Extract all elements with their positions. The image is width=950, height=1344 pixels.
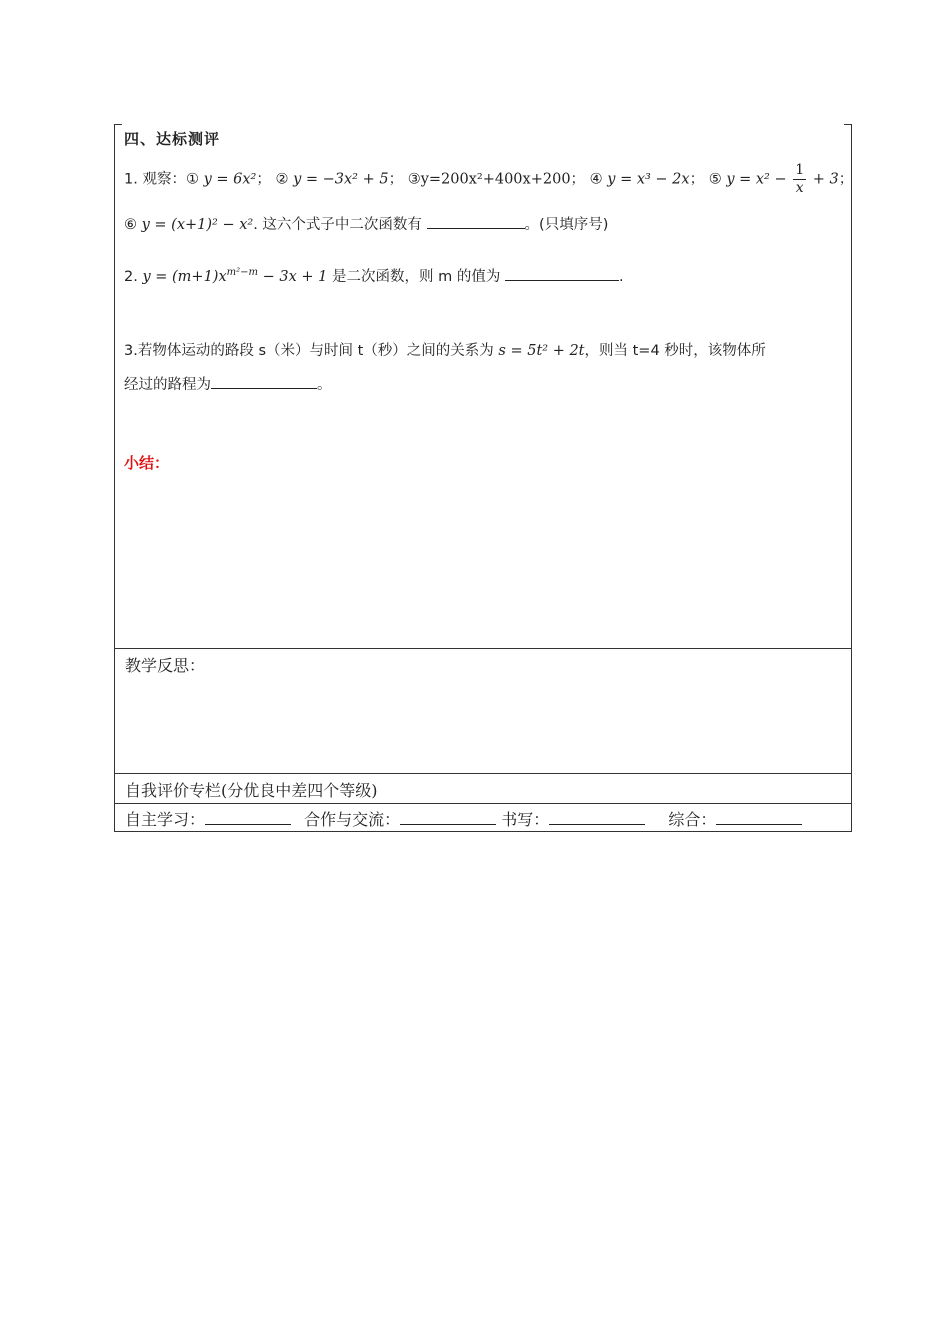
- question-3-line-2: [124, 374, 332, 396]
- expr-5-pre: y = x² −: [726, 171, 787, 188]
- fraction-numerator: 1: [795, 162, 805, 178]
- self-eval-header: [114, 774, 852, 804]
- separator: ；: [570, 171, 586, 188]
- section-title: 四、达标测评: [124, 130, 221, 148]
- answer-blank-3[interactable]: [211, 374, 317, 389]
- self-eval-blank-cooperation[interactable]: [400, 810, 496, 825]
- question-3-end: 。: [317, 377, 332, 393]
- expr-6: y = (x+1)² − x²: [141, 217, 254, 233]
- question-1-hint: 。(只填序号): [524, 217, 609, 233]
- fraction: [793, 162, 806, 197]
- expr-3: y=200x²+400x+200: [420, 171, 571, 188]
- separator: ；: [388, 171, 404, 188]
- answer-blank-2[interactable]: [505, 266, 619, 281]
- expr-1: y = 6x²: [203, 171, 257, 188]
- self-eval-item-study: 自主学习：: [125, 807, 291, 830]
- expr-2-base: y = (m+1)x: [142, 269, 227, 285]
- self-eval-title: 自我评价专栏(分优良中差四个等级): [125, 781, 378, 800]
- question-2: [124, 266, 624, 288]
- question-3: [124, 340, 766, 362]
- separator: ；: [256, 171, 271, 188]
- expr-4: y = x³ − 2x: [607, 171, 690, 188]
- expr-2-mark: ②: [275, 171, 289, 188]
- self-eval-blank-writing[interactable]: [549, 810, 645, 825]
- expr-2: y = −3x² + 5: [293, 171, 389, 188]
- expr-4-mark: ④: [589, 171, 603, 188]
- separator: ；: [689, 171, 705, 188]
- question-3-text-a: 3.若物体运动的路段 s（米）与时间 t（秒）之间的关系为: [124, 343, 494, 359]
- fraction-denominator: x: [795, 180, 804, 196]
- self-eval-items: [125, 807, 802, 830]
- border-corner: [844, 124, 852, 125]
- self-eval-item-overall: 综合：: [668, 807, 802, 830]
- expr-2-rest: − 3x + 1: [258, 269, 328, 285]
- summary-label: 小结：: [124, 454, 170, 472]
- assessment-section: [114, 124, 852, 648]
- expr-3-mark: ③: [407, 171, 421, 188]
- question-3-text-b: ，则当 t=4 秒时，该物体所: [584, 343, 766, 359]
- question-2-label: 2.: [124, 269, 138, 285]
- expr-2-exponent: m²−m: [226, 267, 258, 279]
- question-1: [124, 162, 853, 197]
- self-eval-row: [114, 804, 852, 832]
- expr-5-post: + 3: [812, 171, 839, 188]
- self-eval-item-writing: 书写：: [501, 807, 645, 830]
- expr-6-mark: ⑥: [124, 217, 137, 233]
- separator: ；: [838, 171, 854, 188]
- question-3-text-c: 经过的路程为: [124, 377, 211, 393]
- question-1-label: 1. 观察：: [124, 171, 186, 188]
- self-eval-blank-overall[interactable]: [716, 810, 802, 825]
- question-2-text: 是二次函数，则 m 的值为: [327, 269, 501, 285]
- question-3-formula: s = 5t² + 2t: [498, 343, 585, 359]
- question-1-text: . 这六个式子中二次函数有: [253, 217, 422, 233]
- question-1-line-2: [124, 214, 608, 236]
- self-eval-blank-study[interactable]: [205, 810, 291, 825]
- expr-5-mark: ⑤: [708, 171, 722, 188]
- answer-blank-1[interactable]: [427, 214, 525, 229]
- self-eval-item-cooperation: 合作与交流：: [304, 807, 496, 830]
- question-2-end: .: [618, 269, 624, 285]
- border-corner: [114, 124, 122, 125]
- expr-1-mark: ①: [185, 171, 199, 188]
- reflection-label: 教学反思：: [125, 656, 206, 675]
- worksheet: [114, 124, 852, 832]
- reflection-section: [114, 648, 852, 774]
